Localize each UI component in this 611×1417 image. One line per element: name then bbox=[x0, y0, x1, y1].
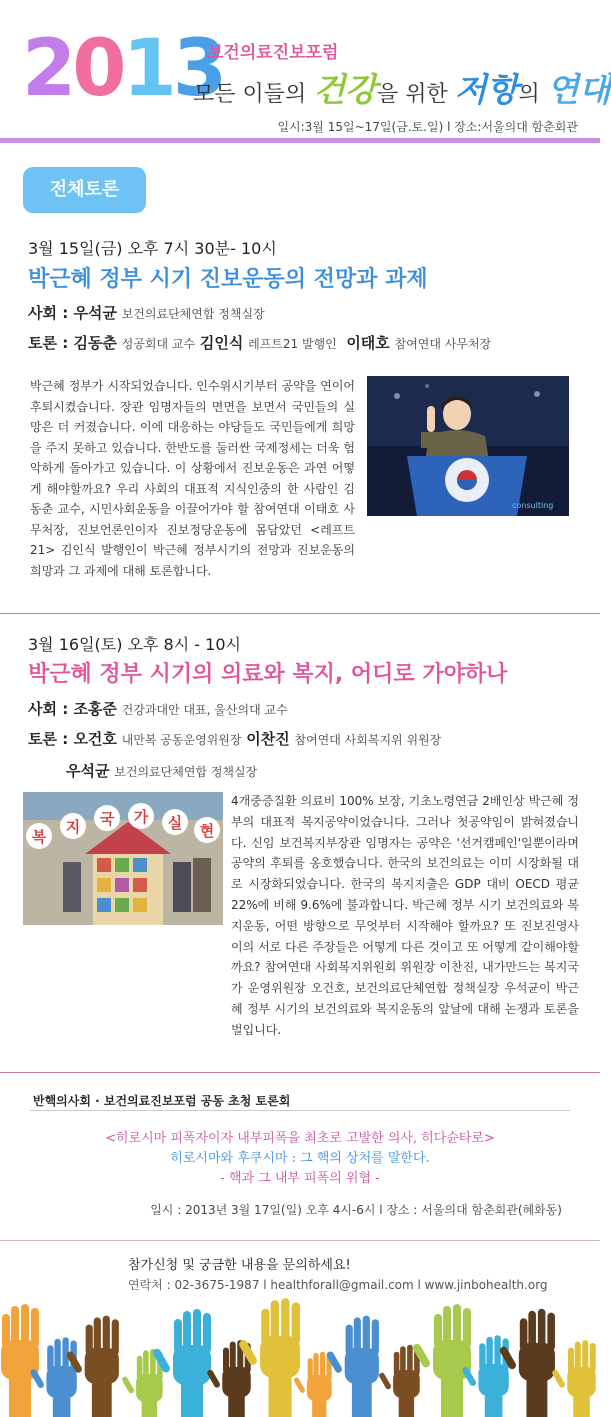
raised-hands-decoration bbox=[0, 1290, 600, 1417]
hand-shape bbox=[0, 1304, 39, 1417]
sign-letter: 가 bbox=[133, 808, 149, 826]
session2-panel bbox=[28, 728, 441, 749]
hand-shape bbox=[238, 1298, 300, 1417]
session2-panel-cont bbox=[66, 760, 257, 781]
sign-letter: 지 bbox=[65, 818, 81, 836]
sign-letter: 현 bbox=[199, 822, 215, 840]
section-badge: 전체토론 bbox=[23, 167, 146, 213]
moderator-role: 건강과대안 대표, 울산의대 교수 bbox=[121, 703, 288, 717]
panelist-role: 내만복 공동운영위원장 bbox=[121, 733, 242, 747]
panel-label: 토론 : bbox=[28, 730, 74, 748]
session2-date: 3월 16일(토) 오후 8시 - 10시 bbox=[28, 635, 241, 654]
moderator-label: 사회 : bbox=[28, 700, 74, 718]
panelist-role: 보건의료단체연합 정책실장 bbox=[114, 765, 258, 779]
panelist-name: 우석균 bbox=[66, 762, 110, 780]
session1-photo bbox=[367, 376, 569, 516]
symposium-rule bbox=[30, 1110, 570, 1111]
hand-shape bbox=[412, 1304, 471, 1417]
moderator-name: 우석균 bbox=[73, 304, 117, 322]
moderator-name: 조홍준 bbox=[73, 700, 117, 718]
panelist-role: 참여연대 사회복지위 위원장 bbox=[294, 733, 442, 747]
panelist-name: 오건호 bbox=[73, 730, 117, 748]
sign-letter: 실 bbox=[167, 814, 183, 832]
session1-moderator bbox=[28, 302, 265, 323]
header-divider bbox=[0, 138, 600, 143]
session2-photo bbox=[23, 792, 223, 925]
panelist-role: 참여연대 사무처장 bbox=[394, 337, 492, 351]
photo-watermark: consulting bbox=[512, 501, 554, 510]
panelist-name: 김동춘 bbox=[73, 334, 117, 352]
sign-letter: 국 bbox=[99, 810, 115, 828]
panelist-role: 성공회대 교수 bbox=[121, 337, 196, 351]
section-divider bbox=[0, 613, 600, 614]
header bbox=[0, 0, 611, 140]
event-info: 일시:3월 15일~17일(금.토.일) l 장소:서울의대 함춘회관 bbox=[277, 120, 578, 134]
section-divider bbox=[0, 1240, 600, 1241]
symposium-subtitle: - 핵과 그 내부 피폭의 위협 - bbox=[220, 1171, 380, 1186]
slogan-keyword: 저항 bbox=[454, 70, 519, 109]
section-divider bbox=[0, 1072, 600, 1073]
slogan-part: 의 bbox=[518, 82, 540, 107]
moderator-role: 보건의료단체연합 정책실장 bbox=[121, 307, 265, 321]
podium-speaker-image bbox=[367, 376, 569, 516]
panel-label: 토론 : bbox=[28, 334, 74, 352]
hand-shape bbox=[498, 1309, 554, 1417]
slogan-part: 모든 이들의 bbox=[193, 82, 307, 107]
panelist-role: 레프트21 발행인 bbox=[248, 337, 337, 351]
symposium-title: 히로시마와 후쿠시마 : 그 핵의 상처를 말한다. bbox=[170, 1151, 430, 1166]
slogan bbox=[193, 64, 611, 111]
session1-panel bbox=[28, 332, 491, 353]
hand-shape bbox=[65, 1316, 119, 1417]
hand-shape bbox=[325, 1316, 379, 1417]
slogan-keyword: 건강 bbox=[313, 70, 378, 109]
symposium-heading: 반핵의사회 · 보건의료진보포럼 공동 초청 토론회 bbox=[33, 1094, 291, 1108]
slogan-part: 을 위한 bbox=[377, 82, 448, 107]
panelist-name: 이찬진 bbox=[246, 730, 290, 748]
session1-date: 3월 15일(금) 오후 7시 30분- 10시 bbox=[28, 239, 277, 258]
slogan-keyword: 연대 bbox=[546, 70, 611, 109]
hand-shape bbox=[378, 1345, 420, 1417]
year-digit: 1 bbox=[122, 24, 173, 114]
forum-name: 보건의료진보포럼 bbox=[207, 43, 339, 63]
year-digit: 2 bbox=[22, 24, 73, 114]
session1-title: 박근혜 정부 시기 진보운동의 전망과 과제 bbox=[28, 267, 428, 292]
contact-info: 연락처 : 02-3675-1987 l healthforall@gmail.com l www.jinbohealth.org bbox=[128, 1278, 548, 1292]
welfare-rally-image bbox=[23, 792, 223, 925]
symposium-date: 일시 : 2013년 3월 17일(일) 오후 4시-6시 l 장소 : 서울의대 함춘회관(혜화동) bbox=[150, 1203, 562, 1217]
session2-moderator bbox=[28, 698, 288, 719]
year-digit: 3 bbox=[172, 24, 224, 114]
moderator-label: 사회 : bbox=[28, 304, 74, 322]
sign-letter: 복 bbox=[31, 828, 47, 846]
year-digit: 0 bbox=[72, 24, 123, 114]
session2-description: 4개중증질환 의료비 100% 보장, 기초노령연금 2배인상 박근혜 정부의 대표적 복지공약이었습니다. 그러나 첫공약임이 밝혀졌습니다. 신임 보건복지부장관 임명자는 공약은 '선거캠페인'일뿐이라며 공약의 후퇴를 옹호했습니다. 한국의 보건의료는 이미 시장화될 대로 시장화되었습니다. 한국의 복지지출은 GDP 대비 OECD 평균 22%에 비해 9.6%에 불과합니다. 박근혜 정부 시기 보건의료와 복지운동, 어떤 방향으로 무엇부터 시작해야 할까요? 또 진보진영사이의 서로 다른 주장들은 어떻게 다른 것이고 또 어떻게 같이해야할까요? 참여연대 사회복지위원회 위원장 이찬진, 내가만드는 복지국가 운영위원장 오건호, 보건의료단체연합 정책실장 우석균이 박근혜 정부 시기의 보건의료와 복지운동의 앞날에 대해 논쟁과 토론을 벌입니다. bbox=[231, 794, 579, 1037]
hand-shape bbox=[152, 1309, 211, 1417]
symposium-speaker: <히로시마 피폭자이자 내부피폭을 최초로 고발한 의사, 히다슌타로> bbox=[105, 1131, 495, 1146]
hand-shape bbox=[551, 1340, 596, 1417]
contact-title: 참가신청 및 궁금한 내용을 문의하세요! bbox=[128, 1258, 351, 1273]
panelist-name: 이태호 bbox=[346, 334, 390, 352]
session2-title: 박근혜 정부 시기의 의료와 복지, 어디로 가야하나 bbox=[28, 662, 508, 687]
panelist-name: 김인식 bbox=[199, 334, 244, 352]
session1-description: 박근혜 정부가 시작되었습니다. 인수위시기부터 공약을 연이어 후퇴시켰습니다. 장관 임명자들의 면면을 보면서 국민들의 실망은 더 커졌습니다. 이에 대응하는 야당들도 국민들에게 희망을 주지 못하고 있습니다. 한반도를 둘러싼 국제정세는 더욱 험악하게 돌아가고 있습니다. 이 상황에서 진보운동은 과연 어떻게 해야할까요? 우리 사회의 대표적 지식인중의 한 사람인 김동춘 교수, 시민사회운동을 이끌어가야 할 참여연대 이태호 사무처장, 진보언론인이자 진보정당운동에 몸담았던 <레프트21> 김인식 발행인이 박근혜 정부시기의 전망과 진보운동의 희망과 그 과제에 대해 토론합니다. bbox=[30, 379, 355, 578]
